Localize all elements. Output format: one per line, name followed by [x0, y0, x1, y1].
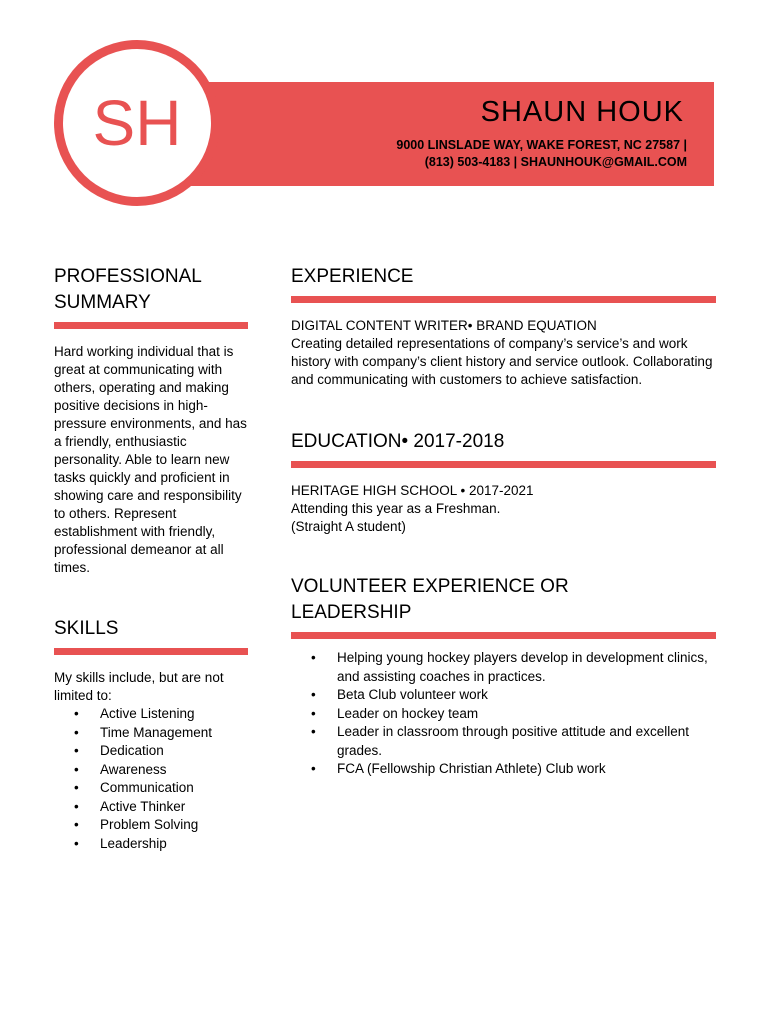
volunteer-section	[291, 574, 716, 779]
list-item	[291, 686, 716, 705]
candidate-name: SHAUN HOUK	[480, 96, 684, 128]
bullet-icon: •	[74, 798, 79, 814]
section-divider	[291, 296, 716, 303]
volunteer-heading	[291, 574, 716, 626]
bullet-icon: •	[311, 650, 316, 665]
volunteer-list	[291, 649, 716, 779]
experience-section	[291, 264, 716, 389]
skill-label: Active Listening	[100, 706, 195, 721]
experience-heading: EXPERIENCE	[291, 266, 414, 287]
education-heading: EDUCATION• 2017-2018	[291, 431, 505, 452]
bullet-icon: •	[74, 724, 79, 740]
experience-title: DIGITAL CONTENT WRITER• BRAND EQUATION	[291, 318, 597, 333]
bullet-icon: •	[74, 835, 79, 851]
education-body	[291, 482, 716, 536]
skills-heading: SKILLS	[54, 618, 119, 639]
experience-body	[291, 317, 716, 389]
skills-section	[54, 616, 248, 853]
section-divider	[54, 648, 248, 655]
monogram-badge	[63, 49, 211, 197]
skill-label: Awareness	[100, 761, 167, 777]
education-line: (Straight A student)	[291, 519, 406, 534]
list-item	[54, 816, 248, 835]
skills-intro: My skills include, but are not limited to:	[54, 670, 224, 703]
bullet-icon: •	[74, 780, 79, 795]
volunteer-item: Helping young hockey players develop in development clinics, and assisting coaches in practices.	[337, 650, 708, 684]
bullet-icon: •	[311, 724, 316, 739]
bullet-icon: •	[311, 705, 316, 721]
bullet-icon: •	[311, 761, 316, 776]
header-banner	[190, 82, 714, 186]
list-item	[54, 705, 248, 724]
summary-section	[54, 264, 248, 577]
section-divider	[291, 461, 716, 468]
list-item	[291, 760, 716, 779]
volunteer-heading-line1: VOLUNTEER EXPERIENCE OR	[291, 576, 569, 597]
volunteer-heading-line2: LEADERSHIP	[291, 602, 412, 623]
summary-text: Hard working individual that is great at communicating with others, operating and making positive decisions in high-pressure environments, and has a friendly, enthusiastic personality. Able to learn new tasks quickly and proficient in showing care and responsibility to others. Represent establishment with friendly, professional demeanor at all times.	[54, 344, 247, 575]
bullet-icon: •	[74, 743, 79, 758]
summary-heading-line2: SUMMARY	[54, 292, 151, 313]
skills-list	[54, 705, 248, 853]
education-line: Attending this year as a Freshman.	[291, 501, 501, 516]
section-divider	[54, 322, 248, 329]
list-item	[54, 835, 248, 854]
contact-info	[396, 137, 687, 171]
left-column	[54, 264, 248, 853]
bullet-icon: •	[311, 687, 316, 702]
skill-label: Leadership	[100, 835, 167, 851]
list-item	[54, 742, 248, 761]
list-item	[291, 705, 716, 724]
volunteer-item: FCA (Fellowship Christian Athlete) Club work	[337, 761, 606, 776]
list-item	[54, 761, 248, 780]
right-column	[291, 264, 716, 779]
list-item	[54, 798, 248, 817]
contact-phone-email: (813) 503-4183 | SHAUNHOUK@GMAIL.COM	[424, 155, 687, 169]
volunteer-item: Beta Club volunteer work	[337, 687, 488, 702]
list-item	[291, 649, 716, 686]
skill-label: Problem Solving	[100, 817, 199, 832]
bullet-icon: •	[74, 817, 79, 832]
list-item	[291, 723, 716, 760]
skill-label: Dedication	[100, 743, 164, 758]
education-school: HERITAGE HIGH SCHOOL • 2017-2021	[291, 483, 534, 498]
skill-label: Time Management	[100, 724, 213, 740]
monogram-initials: SH	[92, 87, 182, 159]
bullet-icon: •	[74, 706, 79, 721]
volunteer-item: Leader on hockey team	[337, 705, 479, 721]
list-item	[54, 724, 248, 743]
bullet-icon: •	[74, 761, 79, 777]
contact-address: 9000 LINSLADE WAY, WAKE FOREST, NC 27587 |	[396, 138, 687, 152]
skill-label: Active Thinker	[100, 798, 186, 814]
section-divider	[291, 632, 716, 639]
education-section	[291, 429, 716, 536]
experience-description: Creating detailed representations of company’s service’s and work history with company’s client history and service outlook. Collaborating and communicating with customers to achieve satisfaction.	[291, 336, 713, 387]
skill-label: Communication	[100, 780, 194, 795]
summary-heading-line1: PROFESSIONAL	[54, 266, 202, 287]
summary-heading	[54, 264, 248, 316]
volunteer-item: Leader in classroom through positive attitude and excellent grades.	[337, 724, 689, 758]
list-item	[54, 779, 248, 798]
